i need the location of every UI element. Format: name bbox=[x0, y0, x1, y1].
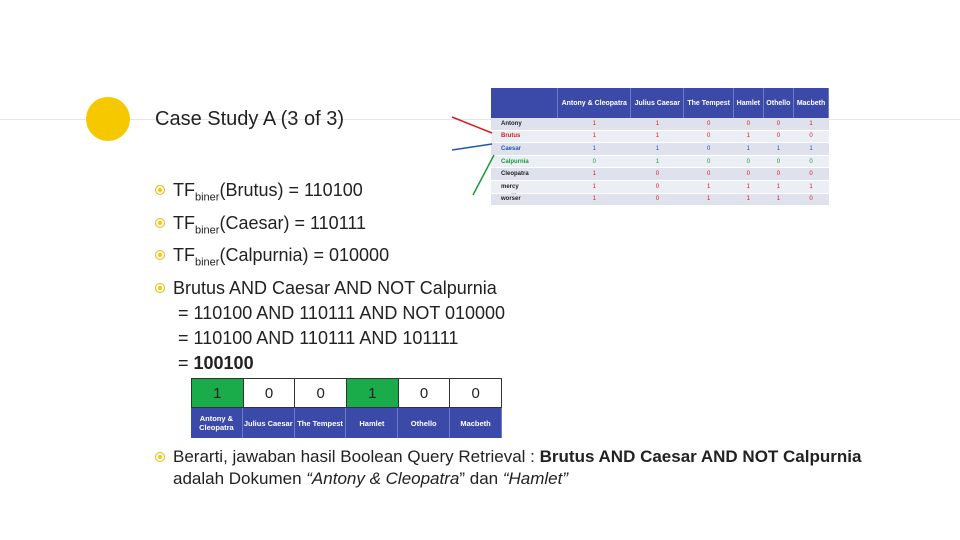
bullet-icon bbox=[155, 452, 165, 462]
matrix-cell: 0 bbox=[631, 180, 684, 193]
matrix-cell: 0 bbox=[631, 168, 684, 181]
matrix-ellipsis: ... bbox=[511, 189, 517, 196]
result-value-cell: 0 bbox=[398, 378, 450, 408]
matrix-cell: 1 bbox=[558, 143, 631, 156]
bullet-list bbox=[154, 178, 505, 376]
matrix-term: mercy bbox=[491, 180, 558, 193]
bullet-icon bbox=[155, 250, 165, 260]
matrix-cell: 1 bbox=[558, 180, 631, 193]
result-value-cell: 1 bbox=[191, 378, 243, 408]
matrix-cell: 1 bbox=[794, 180, 829, 193]
matrix-header: The Tempest bbox=[684, 88, 734, 118]
matrix-header: Macbeth bbox=[794, 88, 829, 118]
matrix-cell: 0 bbox=[684, 168, 734, 181]
step-line: = 110100 AND 110111 AND 101111 bbox=[178, 327, 459, 348]
matrix-cell: 0 bbox=[794, 168, 829, 181]
slide-title: Case Study A (3 of 3) bbox=[155, 108, 344, 130]
matrix-cell: 1 bbox=[794, 143, 829, 156]
matrix-cell: 1 bbox=[684, 193, 734, 206]
bullet-tf-calpurnia: $TF_{biner}(Calpurnia) = 010000$ bbox=[154, 243, 505, 276]
matrix-term: Brutus bbox=[491, 130, 558, 143]
matrix-cell: 0 bbox=[763, 155, 793, 168]
matrix-header: Hamlet bbox=[734, 88, 764, 118]
matrix-cell: 1 bbox=[558, 168, 631, 181]
matrix-cell: 0 bbox=[684, 143, 734, 156]
matrix-cell: 1 bbox=[734, 130, 764, 143]
bullet-icon bbox=[155, 218, 165, 228]
matrix-cell: 1 bbox=[631, 118, 684, 130]
matrix-term: worser bbox=[491, 193, 558, 206]
matrix-cell: 0 bbox=[794, 193, 829, 206]
matrix-cell: 0 bbox=[684, 155, 734, 168]
matrix-cell: 1 bbox=[763, 180, 793, 193]
matrix-cell: 1 bbox=[734, 193, 764, 206]
final-result: 100100 bbox=[193, 352, 254, 373]
matrix-term: Caesar bbox=[491, 143, 558, 156]
matrix-cell: 1 bbox=[763, 193, 793, 206]
step-line: = 110100 AND 110111 AND NOT 010000 bbox=[178, 302, 506, 323]
matrix-cell: 0 bbox=[734, 168, 764, 181]
bullet-icon bbox=[155, 185, 165, 195]
brutus-connector bbox=[452, 117, 492, 133]
result-value-cell: 0 bbox=[294, 378, 346, 408]
matrix-cell: 0 bbox=[794, 155, 829, 168]
result-doc-name: Antony & Cleopatra bbox=[191, 408, 243, 438]
result-doc-name: Hamlet bbox=[346, 408, 398, 438]
result-doc-name: Othello bbox=[398, 408, 450, 438]
matrix-cell: 0 bbox=[763, 168, 793, 181]
matrix-term: Calpurnia bbox=[491, 155, 558, 168]
matrix-cell: 0 bbox=[631, 193, 684, 206]
matrix-cell: 0 bbox=[794, 130, 829, 143]
caesar-connector bbox=[452, 144, 492, 150]
matrix-cell: 0 bbox=[684, 118, 734, 130]
conclusion-text: Berarti, jawaban hasil Boolean Query Retrieval : Brutus AND Caesar AND NOT Calpurnia adalah Dokumen “Antony & Cleopatra” dan “Hamlet” bbox=[173, 447, 862, 488]
result-doc-name: The Tempest bbox=[295, 408, 347, 438]
matrix-term: Antony bbox=[491, 118, 558, 130]
matrix-cell: 1 bbox=[558, 130, 631, 143]
bullet-tf-caesar: $TF_{biner}(Caesar) = 110111$ bbox=[154, 211, 505, 244]
result-value-cell: 0 bbox=[449, 378, 502, 408]
matrix-cell: 1 bbox=[631, 130, 684, 143]
matrix-cell: 1 bbox=[558, 193, 631, 206]
matrix-cell: 0 bbox=[763, 118, 793, 130]
result-value-cell: 1 bbox=[346, 378, 398, 408]
step-final: = 100100 bbox=[178, 352, 254, 373]
matrix-cell: 1 bbox=[794, 118, 829, 130]
matrix-header: Julius Caesar bbox=[631, 88, 684, 118]
result-docs-row bbox=[191, 408, 502, 438]
bullet-icon bbox=[155, 283, 165, 293]
conclusion-bullet bbox=[154, 446, 874, 490]
matrix-cell: 0 bbox=[558, 155, 631, 168]
matrix-cell: 1 bbox=[734, 143, 764, 156]
matrix-cell: 1 bbox=[631, 155, 684, 168]
matrix-cell: 0 bbox=[763, 130, 793, 143]
matrix-cell: 1 bbox=[734, 180, 764, 193]
matrix-cell: 0 bbox=[684, 130, 734, 143]
result-values-row bbox=[191, 378, 502, 408]
matrix-cell: 0 bbox=[734, 118, 764, 130]
matrix-header: Antony & Cleopatra bbox=[558, 88, 631, 118]
matrix-cell: 0 bbox=[734, 155, 764, 168]
result-doc-name: Macbeth bbox=[450, 408, 502, 438]
matrix-header: Othello bbox=[763, 88, 793, 118]
matrix-cell: 1 bbox=[558, 118, 631, 130]
matrix-cell: 1 bbox=[684, 180, 734, 193]
result-doc-name: Julius Caesar bbox=[243, 408, 295, 438]
matrix-term: Cleopatra bbox=[491, 168, 558, 181]
result-table bbox=[191, 378, 502, 438]
bullet-query: Brutus AND Caesar AND NOT Calpurnia bbox=[154, 276, 505, 301]
matrix-cell: 1 bbox=[631, 143, 684, 156]
matrix-cell: 1 bbox=[763, 143, 793, 156]
result-value-cell: 0 bbox=[243, 378, 295, 408]
bullet-tf-brutus: $TF_{biner}(Brutus) = 110100$ bbox=[154, 178, 505, 211]
